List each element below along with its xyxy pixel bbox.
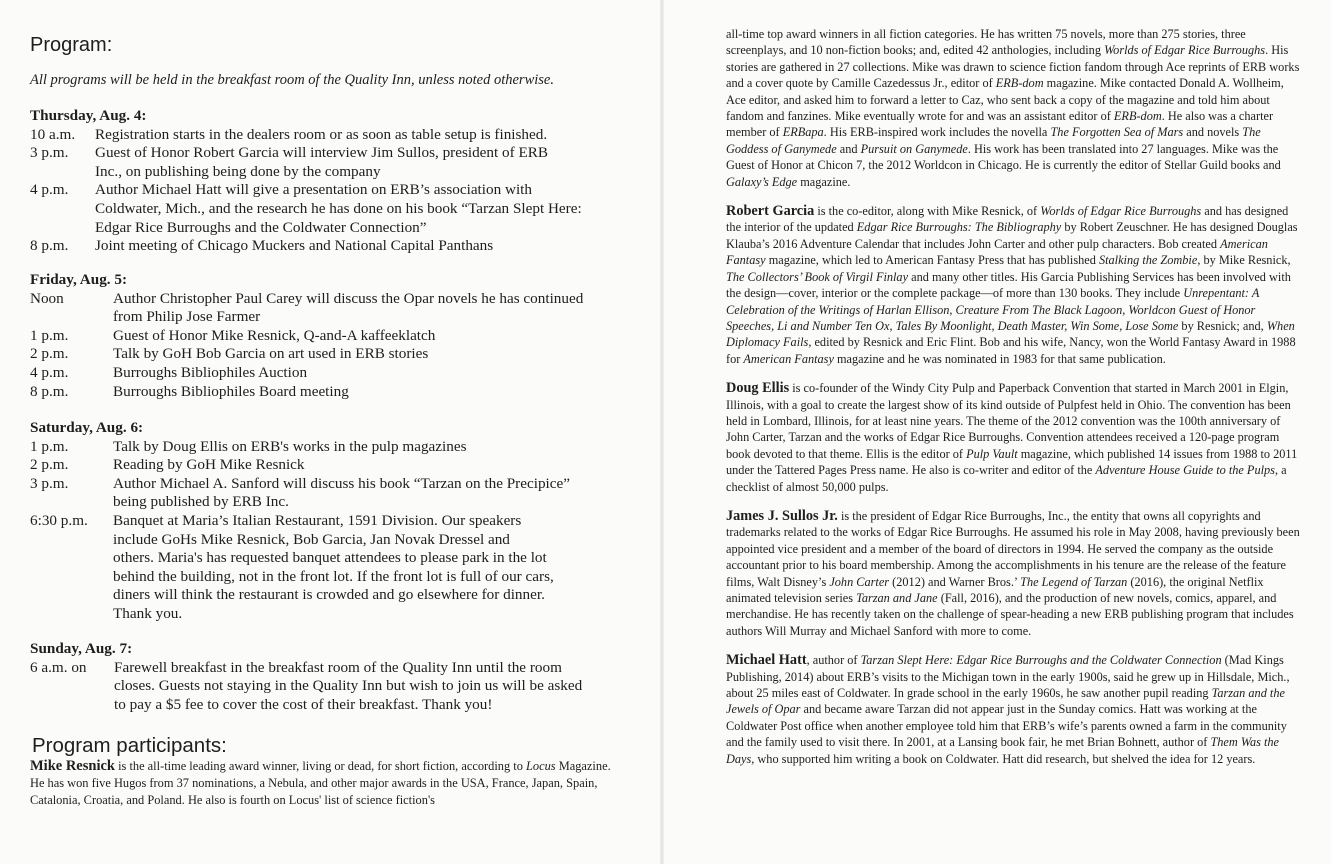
event-time: 3 p.m. <box>30 144 69 162</box>
bio-michael-hatt <box>726 652 1302 767</box>
bio-text: magazine. Mike contacted Donald A. Wollheim, Ace editor, and asked him to forward a letter to Caz, who sent back a copy of the magazine and told him about fandom and fanzines. Mike eventually wrote for and was an assistant editor of <box>726 76 1284 124</box>
bio-text: and novels <box>1183 125 1243 140</box>
bio-text: , by Mike Resnick, <box>1197 253 1291 268</box>
participant-name: James J. Sullos Jr. <box>726 507 838 524</box>
title-text: Them Was the Days <box>726 735 1279 766</box>
title-text: The Goddess of Ganymede <box>726 125 1261 156</box>
event-row <box>30 659 630 715</box>
event-description <box>95 144 630 181</box>
bio-text: magazine and he was nominated in 1983 for that same publication. <box>833 351 1166 366</box>
event-line: Guest of Honor Robert Garcia will interview Jim Sullos, president of ERB <box>95 144 549 162</box>
event-description <box>95 126 630 145</box>
title-text: Tarzan Slept Here: Edgar Rice Burroughs and the Coldwater Connection <box>860 653 1222 668</box>
event-line: Registration starts in the dealers room or as soon as table setup is finished. <box>95 125 548 143</box>
title-text: The Collectors’ Book of Virgil Finlay <box>726 269 909 284</box>
event-description <box>113 456 630 475</box>
bio-text: and <box>836 141 861 156</box>
title-text: Adventure House Guide to the Pulps <box>1095 463 1275 478</box>
bios-column <box>726 26 1302 780</box>
event-line: from Philip Jose Farmer <box>113 308 261 326</box>
bio-text: magazine, which published 14 issues from 1988 to 2011 under the Tattered Pages Press name. He also is co-writer and editor of the <box>726 446 1298 478</box>
bio-text: . His work has been translated into 27 languages. Mike was the Guest of Honor at Chicon 7, the 2012 Worldcon in Chicago. He is currently the editor of Stellar Guild books and <box>726 141 1281 173</box>
event-row <box>30 144 630 181</box>
event-time: 10 a.m. <box>30 125 76 143</box>
page-fold <box>660 0 664 864</box>
title-text: Stalking the Zombie <box>1098 253 1198 268</box>
bio-text: (Mad Kings Publishing, 2014) about ERB’s visits to the Michigan town in the early 1900s, said he grew up in Hillsdale, Mich., about 25 miles east of Coldwater. In grade school in the early 1960s, he saw another pupil reading <box>726 653 1290 701</box>
event-line: Reading by GoH Mike Resnick <box>113 456 305 474</box>
day-title: Friday, Aug. 5: <box>30 271 128 288</box>
event-row <box>30 383 630 402</box>
title-text: American Fantasy <box>726 236 1268 268</box>
event-row <box>30 290 630 327</box>
bio-text: (2016), the original Netflix animated television series <box>726 574 1264 605</box>
bio-mike-resnick-continued <box>726 26 1302 190</box>
event-line: Thank you. <box>113 604 183 622</box>
event-row <box>30 237 630 256</box>
event-row <box>30 364 630 383</box>
event-line: include GoHs Mike Resnick, Bob Garcia, Jan Novak Dressel and <box>113 530 510 548</box>
event-time: 3 p.m. <box>30 474 69 492</box>
event-row <box>30 327 630 346</box>
event-description <box>113 345 630 364</box>
day-thursday <box>30 107 630 256</box>
bio-text: is the all-time leading award winner, living or dead, for short fiction, according to <box>114 759 527 773</box>
bio-text: Magazine. He has won five Hugos from 37 nominations, a Nebula, and other major awards in the USA, France, Japan, Spain, Catalonia, Croatia, and Poland. He also is fourth on Locus' list of science fiction's <box>30 759 611 807</box>
bio-text: by Robert Zeuschner. He has designed Douglas Klauba’s 2016 Adventure Calendar that includes John Carter and other pulp characters. Bob created <box>726 220 1298 251</box>
bio-text: by Resnick; and, <box>1178 318 1267 333</box>
event-line: to pay a $5 fee to cover the cost of their breakfast. Thank you! <box>114 695 493 713</box>
title-text: ERB-dom <box>995 76 1044 91</box>
bio-text: . His stories are gathered in 27 collections. Mike was drawn to science fiction fandom through Ace reprints of ERB works and a cover quote by Camille Cazedessus Jr., editor of <box>726 43 1300 91</box>
participants-heading: Program participants: <box>32 734 227 757</box>
day-title: Thursday, Aug. 4: <box>30 107 147 124</box>
event-line: Coldwater, Mich., and the research he has done on his book “Tarzan Slept Here: <box>95 199 582 217</box>
event-row <box>30 126 630 145</box>
bio-robert-garcia <box>726 203 1302 367</box>
event-time: 1 p.m. <box>30 326 69 344</box>
event-line: Banquet at Maria’s Italian Restaurant, 1591 Division. Our speakers <box>113 511 522 529</box>
program-heading: Program: <box>30 34 113 56</box>
title-text: Worlds of Edgar Rice Burroughs <box>1104 43 1266 58</box>
day-title: Saturday, Aug. 6: <box>30 419 144 436</box>
event-line: Author Michael A. Sanford will discuss his book “Tarzan on the Precipice” <box>113 474 570 492</box>
event-row <box>30 456 630 475</box>
event-line: Joint meeting of Chicago Muckers and National Capital Panthans <box>95 237 494 255</box>
bio-text: and many other titles. His Garcia Publishing Services has been involved with the design—cover, interior or the complete package—of more than 130 books. They include <box>726 269 1291 301</box>
day-friday <box>30 271 630 401</box>
bio-text: magazine, which led to American Fantasy Press that has published <box>765 253 1099 268</box>
bio-text: and became aware Tarzan did not appear just in the Sunday comics. Hatt was working at the Coldwater Post office when another employee told him that ERB’s wife’s parents owned a farm in the community and the family used to visit there. In 2001, at a Lansing book fair, he met Brian Bohnett, author of <box>726 702 1287 750</box>
bio-text: , who supported him writing a book on Coldwater. Hatt did research, but shelved the idea for 12 years. <box>751 751 1256 766</box>
event-description <box>113 438 630 457</box>
title-text: The Forgotten Sea of Mars <box>1050 125 1184 140</box>
event-description <box>113 364 630 383</box>
title-text: Tarzan and Jane <box>856 591 938 605</box>
participant-name: Robert Garcia <box>726 203 815 220</box>
bio-text: is the president of Edgar Rice Burroughs, Inc., the entity that owns all copyrights and trademarks related to the works of Edgar Rice Burroughs. He assumed his role in May 2008, having previously been appointed vice president and a member of the board of directors in 1994. He served the company as the outside accountant prior to his board membership. Among the accomplishments in his tenure are the release of the feature films, Walt Disney’s <box>726 508 1300 589</box>
event-description <box>113 383 630 402</box>
event-description <box>114 659 630 715</box>
event-time: 6:30 p.m. <box>30 511 88 529</box>
event-line: Author Michael Hatt will give a presentation on ERB’s association with <box>95 181 532 199</box>
bio-text: (2012) and Warner Bros.’ <box>889 574 1021 589</box>
event-line: Guest of Honor Mike Resnick, Q-and-A kaffeeklatch <box>113 326 436 344</box>
event-time: 4 p.m. <box>30 181 69 199</box>
title-text: Galaxy’s Edge <box>726 174 798 189</box>
event-time: 2 p.m. <box>30 456 69 474</box>
event-line: Talk by GoH Bob Garcia on art used in ERB stories <box>113 345 429 363</box>
bio-doug-ellis <box>726 380 1302 495</box>
event-time: 6 a.m. on <box>30 658 87 676</box>
event-line: Author Christopher Paul Carey will discuss the Opar novels he has continued <box>113 289 584 307</box>
bio-text: is the co-editor, along with Mike Resnick, of <box>814 204 1041 219</box>
bio-text: , edited by Resnick and Eric Flint. Bob and his wife, Nancy, won the World Fantasy Award in 1988 for <box>726 335 1296 366</box>
title-text: ERB-dom <box>1113 109 1162 124</box>
event-line: Burroughs Bibliophiles Auction <box>113 363 308 381</box>
event-time: 2 p.m. <box>30 345 69 363</box>
event-line: Edgar Rice Burroughs and the Coldwater Connection” <box>95 218 427 236</box>
title-text: Tarzan and the Jewels of Opar <box>726 686 1285 717</box>
event-description <box>95 237 630 256</box>
event-row <box>30 512 630 624</box>
title-text: ERBapa <box>782 125 824 140</box>
event-line: Inc., on publishing being done by the company <box>95 162 381 180</box>
participant-name: Michael Hatt <box>726 652 807 669</box>
event-line: Burroughs Bibliophiles Board meeting <box>113 382 349 400</box>
participant-name: Doug Ellis <box>726 380 790 397</box>
event-line: diners will think the restaurant is crowded and go elsewhere for dinner. <box>113 586 545 604</box>
day-title: Sunday, Aug. 7: <box>30 640 133 657</box>
event-time: 4 p.m. <box>30 363 69 381</box>
event-line: being published by ERB Inc. <box>113 493 289 511</box>
title-text: Edgar Rice Burroughs: The Bibliography <box>856 220 1062 235</box>
participant-name: Mike Resnick <box>30 758 115 774</box>
title-text: Locus <box>526 759 556 773</box>
event-row <box>30 345 630 364</box>
event-description <box>113 290 630 327</box>
event-description <box>95 181 630 237</box>
event-line: Farewell breakfast in the breakfast room of the Quality Inn until the room <box>114 658 562 676</box>
event-time: Noon <box>30 289 64 307</box>
event-description <box>113 512 630 624</box>
bio-james-sullos <box>726 508 1302 639</box>
title-text: Worlds of Edgar Rice Burroughs <box>1040 204 1202 219</box>
title-text: John Carter <box>829 574 890 589</box>
bio-text: , a checklist of almost 50,000 pulps. <box>726 463 1287 494</box>
event-row <box>30 475 630 512</box>
title-text: American Fantasy <box>743 351 834 366</box>
title-text: Pursuit on Ganymede <box>860 141 968 156</box>
event-line: Talk by Doug Ellis on ERB's works in the pulp magazines <box>113 437 467 455</box>
title-text: Pulp Vault <box>966 446 1018 461</box>
event-time: 1 p.m. <box>30 437 69 455</box>
event-description <box>113 475 630 512</box>
title-text: Unrepentant: A Celebration of the Writings of Harlan Ellison, Creature From The Black Lagoon, Worldcon Guest of Honor Speeches, Li and Number Ten Ox, Tales By Moonlight, Death Master, Win Some, Lose Some <box>726 286 1260 333</box>
event-time: 8 p.m. <box>30 382 69 400</box>
title-text: When Diplomacy Fails <box>726 318 1295 350</box>
event-row <box>30 181 630 237</box>
bio-text: and has designed the interior of the updated <box>726 204 1289 235</box>
day-saturday <box>30 419 630 624</box>
day-sunday <box>30 640 630 714</box>
event-line: others. Maria's has requested banquet attendees to please park in the lot <box>113 549 547 567</box>
bio-text: (Fall, 2016), and the production of new novels, comics, apparel, and merchandise. He has recently taken on the challenge of spear-heading a new ERB publishing program that includes authors Will Murray and Michael Sanford with more to come. <box>726 591 1294 638</box>
bio-text: magazine. <box>797 174 851 189</box>
bio-text: . His ERB-inspired work includes the novella <box>823 125 1051 140</box>
event-row <box>30 438 630 457</box>
bio-text: , author of <box>806 653 861 668</box>
event-description <box>113 327 630 346</box>
event-line: behind the building, not in the front lot. If the front lot is full of our cars, <box>113 567 554 585</box>
bio-text: . He also was a charter member of <box>726 109 1274 140</box>
program-note: All programs will be held in the breakfast room of the Quality Inn, unless noted otherwise. <box>30 72 554 88</box>
bio-text: is co-founder of the Windy City Pulp and Paperback Convention that started in March 2001 in Elgin, Illinois, with a goal to create the largest show of its kind outside of Pulpfest held in Ohio. The convention has been held in Lombard, Illinois, for at least nine years. The theme of the 2012 convention was the 100th anniversary of John Carter, Tarzan and the works of Edgar Rice Burroughs. Convention attendees received a 120-page program book devoted to that theme. Ellis is the editor of <box>726 381 1291 461</box>
event-line: closes. Guests not staying in the Quality Inn but wish to join us will be asked <box>114 677 583 695</box>
title-text: The Legend of Tarzan <box>1020 574 1128 589</box>
bio-mike-resnick <box>30 758 620 809</box>
event-time: 8 p.m. <box>30 237 69 255</box>
bio-text: all-time top award winners in all fiction categories. He has written 75 novels, more than 275 stories, three screenplays, and 10 non-fiction books; and, edited 42 anthologies, including <box>726 27 1246 58</box>
